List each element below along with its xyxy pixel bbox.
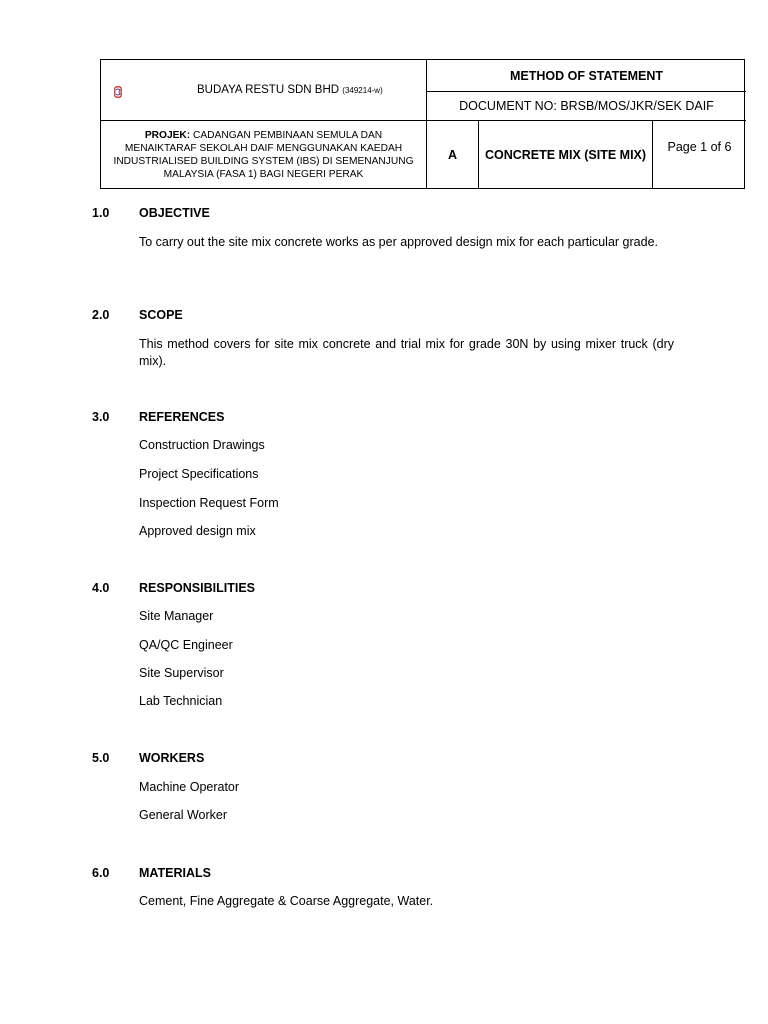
list-item: Inspection Request Form bbox=[139, 496, 279, 510]
section-number: 4.0 bbox=[92, 581, 110, 595]
doc-number: DOCUMENT NO: BRSB/MOS/JKR/SEK DAIF bbox=[427, 92, 746, 121]
section-number: 6.0 bbox=[92, 866, 110, 880]
section-title: MATERIALS bbox=[139, 866, 211, 880]
doc-title: METHOD OF STATEMENT bbox=[427, 60, 746, 92]
section-title: RESPONSIBILITIES bbox=[139, 581, 255, 595]
project-cell bbox=[101, 121, 427, 188]
list-item: Site Manager bbox=[139, 609, 214, 623]
project-label: PROJEK: bbox=[144, 129, 191, 141]
section-number: 3.0 bbox=[92, 410, 110, 424]
project-text: CADANGAN PEMBINAAN SEMULA DAN MENAIKTARAF SEKOLAH DAIF MENGGUNAKAN KAEDAH INDUSTRIALISED BUILDING SYSTEM (IBS) DI SEMENANJUNG MALAYSIA (FASA 1) BAGI NEGERI PERAK bbox=[113, 129, 414, 180]
section-paragraph: To carry out the site mix concrete works as per approved design mix for each particular grade. bbox=[139, 235, 658, 249]
list-item: General Worker bbox=[139, 808, 227, 822]
section-paragraph: Cement, Fine Aggregate & Coarse Aggregate, Water. bbox=[139, 894, 434, 908]
list-item: Machine Operator bbox=[139, 780, 240, 794]
company-logo-icon bbox=[114, 86, 122, 98]
list-item: Construction Drawings bbox=[139, 438, 265, 452]
section-title: REFERENCES bbox=[139, 410, 225, 424]
section-paragraph: This method covers for site mix concrete and trial mix for grade 30N by using mixer truck (dry mix). bbox=[139, 337, 674, 368]
revision: A bbox=[427, 121, 479, 188]
section-title: OBJECTIVE bbox=[139, 206, 210, 220]
list-item: Approved design mix bbox=[139, 524, 256, 538]
document-header-table bbox=[100, 59, 745, 189]
list-item: Site Supervisor bbox=[139, 666, 224, 680]
section-number: 5.0 bbox=[92, 751, 110, 765]
list-item: Project Specifications bbox=[139, 467, 259, 481]
section-name: CONCRETE MIX (SITE MIX) bbox=[479, 121, 653, 188]
list-item: QA/QC Engineer bbox=[139, 638, 233, 652]
company-name: BUDAYA RESTU SDN BHD (349214-w) bbox=[197, 84, 383, 96]
list-item: Lab Technician bbox=[139, 694, 223, 708]
section-title: SCOPE bbox=[139, 308, 183, 322]
section-number: 1.0 bbox=[92, 206, 110, 220]
section-title: WORKERS bbox=[139, 751, 205, 765]
company-cell bbox=[101, 60, 427, 121]
section-number: 2.0 bbox=[92, 308, 110, 322]
page-info: Page 1 of 6 bbox=[667, 140, 732, 154]
company-registration: (349214-w) bbox=[342, 86, 383, 95]
